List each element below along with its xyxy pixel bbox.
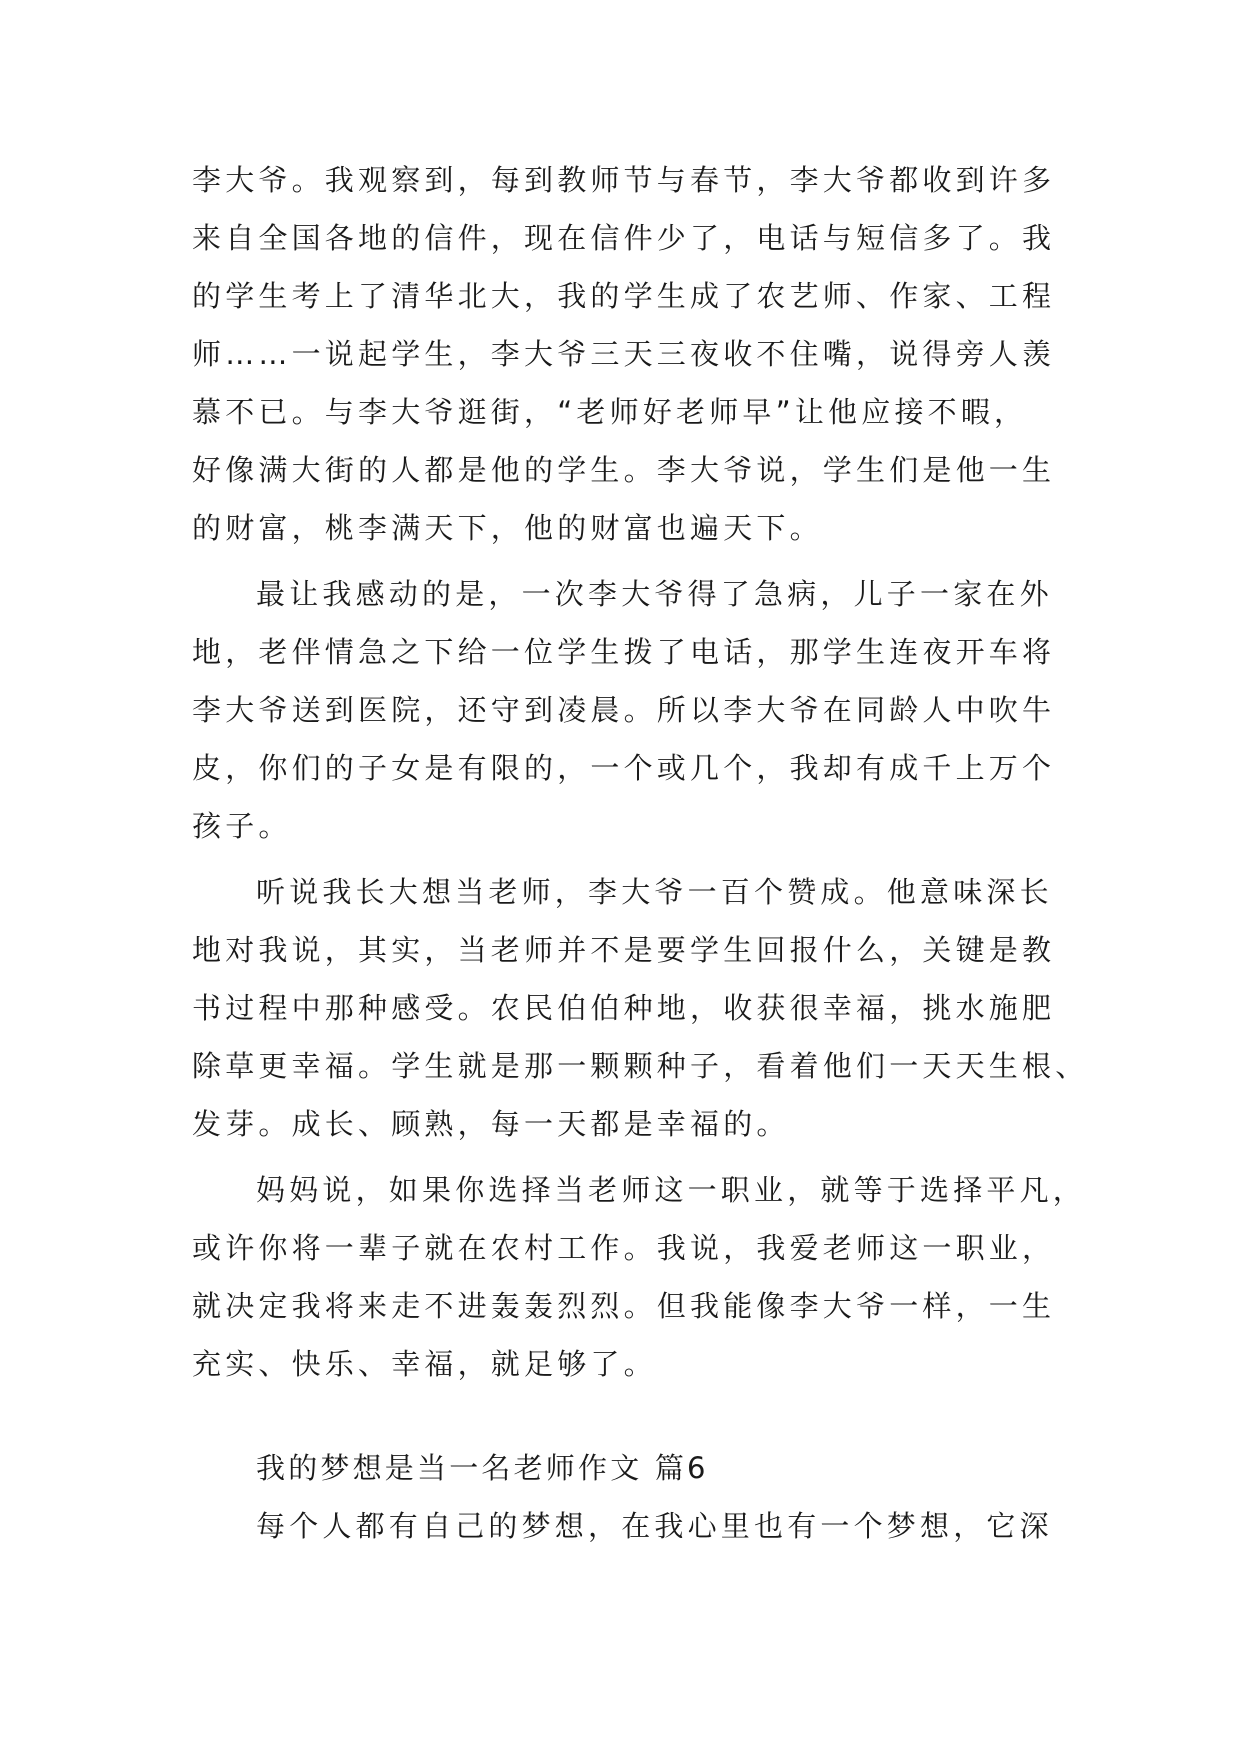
body-line: 地对我说，其实，当老师并不是要学生回报什么，关键是教 <box>192 933 1056 967</box>
paragraph-start-line: 听说我长大想当老师，李大爷一百个赞成。他意味深长 <box>256 875 1053 909</box>
body-line: 书过程中那种感受。农民伯伯种地，收获很幸福，挑水施肥 <box>192 991 1056 1025</box>
paragraph-start-line: 每个人都有自己的梦想，在我心里也有一个梦想，它深 <box>256 1509 1053 1543</box>
body-line: 的学生考上了清华北大，我的学生成了农艺师、作家、工程 <box>192 279 1056 313</box>
body-line: 慕不已。与李大爷逛街，“老师好老师早”让他应接不暇， <box>192 395 1028 429</box>
paragraph-start-line: 妈妈说，如果你选择当老师这一职业，就等于选择平凡， <box>256 1173 1087 1207</box>
body-line: 发芽。成长、顾熟，每一天都是幸福的。 <box>192 1107 790 1141</box>
section-heading: 我的梦想是当一名老师作文 篇6 <box>256 1451 709 1485</box>
body-line: 除草更幸福。学生就是那一颗颗种子，看着他们一天天生根、 <box>192 1049 1089 1083</box>
body-line: 李大爷。我观察到，每到教师节与春节，李大爷都收到许多 <box>192 163 1056 197</box>
body-line: 地，老伴情急之下给一位学生拨了电话，那学生连夜开车将 <box>192 635 1056 669</box>
body-line: 孩子。 <box>192 809 292 843</box>
body-line: 充实、快乐、幸福，就足够了。 <box>192 1347 657 1381</box>
body-line: 的财富，桃李满天下，他的财富也遍天下。 <box>192 511 823 545</box>
body-line: 好像满大街的人都是他的学生。李大爷说，学生们是他一生 <box>192 453 1056 487</box>
body-line: 师……一说起学生，李大爷三天三夜收不住嘴，说得旁人羡 <box>192 337 1056 371</box>
paragraph-start-line: 最让我感动的是，一次李大爷得了急病，儿子一家在外 <box>256 577 1053 611</box>
body-line: 或许你将一辈子就在农村工作。我说，我爱老师这一职业， <box>192 1231 1056 1265</box>
body-line: 来自全国各地的信件，现在信件少了，电话与短信多了。我 <box>192 221 1056 255</box>
body-line: 李大爷送到医院，还守到凌晨。所以李大爷在同龄人中吹牛 <box>192 693 1056 727</box>
body-line: 就决定我将来走不进轰轰烈烈。但我能像李大爷一样，一生 <box>192 1289 1056 1323</box>
body-line: 皮，你们的子女是有限的，一个或几个，我却有成千上万个 <box>192 751 1056 785</box>
